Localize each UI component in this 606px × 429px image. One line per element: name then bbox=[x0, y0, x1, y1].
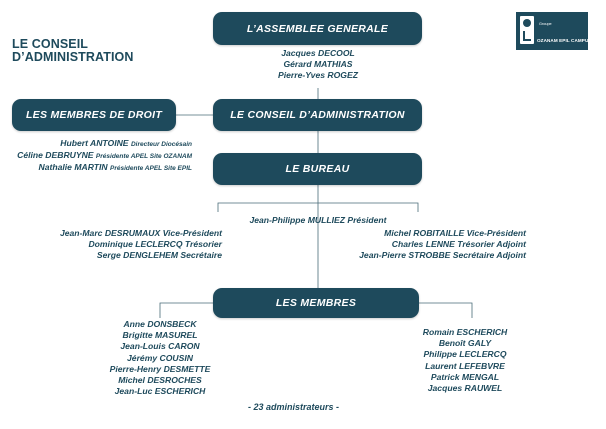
membres-de-droit-box bbox=[12, 99, 176, 131]
logo-name: OZANAM EPIL CAMPUS bbox=[537, 38, 592, 43]
membre-droit-row bbox=[10, 138, 192, 150]
membre-name: Romain ESCHERICH bbox=[422, 327, 508, 337]
assemblee-generale-box bbox=[213, 12, 422, 45]
administrators-total: - 23 administrateurs - bbox=[248, 402, 340, 412]
bureau-box bbox=[213, 153, 422, 185]
membre-name: Anne DONSBECK bbox=[123, 319, 197, 329]
membre-name: Benoît GALY bbox=[438, 338, 492, 349]
page-title bbox=[12, 38, 134, 64]
assemblee-member: Jacques DECOOL bbox=[281, 48, 355, 58]
membres-left-list bbox=[90, 319, 230, 397]
membre-name: Philippe LECLERCQ bbox=[423, 349, 507, 360]
membre-droit-role: Présidente APEL Site EPIL bbox=[110, 165, 192, 173]
membre-droit-role: Présidente APEL Site OZANAM bbox=[95, 153, 192, 161]
membre-name: Patrick MENGAL bbox=[430, 371, 500, 382]
conseil-administration-box bbox=[213, 99, 422, 131]
bureau-member: Dominique LECLERCQ Trésorier bbox=[88, 239, 222, 250]
bureau-left-list bbox=[40, 228, 222, 262]
assemblee-generale-label: L’ASSEMBLEE GENERALE bbox=[246, 22, 389, 35]
membre-name: Laurent LEFEBVRE bbox=[425, 360, 505, 371]
assemblee-member: Pierre-Yves ROGEZ bbox=[278, 70, 358, 81]
bureau-member: Charles LENNE Trésorier Adjoint bbox=[391, 239, 526, 250]
assemblee-members bbox=[218, 48, 418, 82]
membre-droit-name: Nathalie MARTIN bbox=[38, 162, 108, 173]
membre-droit-row bbox=[10, 162, 192, 174]
membre-name: Pierre-Henry DESMETTE bbox=[109, 363, 211, 374]
bracket-membres-left bbox=[160, 303, 213, 318]
logo-mark-icon bbox=[520, 16, 534, 44]
logo-small-text: Groupe bbox=[539, 22, 552, 26]
membre-name: Jean-Luc ESCHERICH bbox=[114, 386, 206, 397]
membres-de-droit-label: LES MEMBRES DE DROIT bbox=[25, 109, 163, 121]
membre-droit-row bbox=[10, 150, 192, 162]
membre-name: Brigitte MASUREL bbox=[122, 330, 198, 341]
bureau-label: LE BUREAU bbox=[285, 163, 350, 175]
page-title-line1: LE CONSEIL bbox=[12, 37, 89, 51]
membre-droit-name: Céline DEBRUYNE bbox=[17, 150, 94, 161]
membres-right-list bbox=[400, 327, 530, 394]
membre-name: Jean-Louis CARON bbox=[120, 341, 200, 352]
bureau-right-list bbox=[330, 228, 526, 262]
membre-name: Jérémy COUSIN bbox=[127, 352, 193, 363]
bureau-member: Jean-Pierre STROBBE Secrétaire Adjoint bbox=[359, 250, 526, 261]
membre-name: Jacques RAUWEL bbox=[427, 383, 503, 394]
membres-box bbox=[213, 288, 419, 318]
bureau-member: Michel ROBITAILLE Vice-Président bbox=[384, 228, 526, 238]
membre-name: Michel DESROCHES bbox=[118, 375, 202, 386]
group-logo bbox=[516, 12, 592, 50]
bureau-member: Jean-Marc DESRUMAUX Vice-Président bbox=[59, 228, 222, 238]
conseil-administration-label: LE CONSEIL D’ADMINISTRATION bbox=[230, 109, 405, 121]
membres-label: LES MEMBRES bbox=[275, 297, 357, 309]
bureau-president: Jean-Philippe MULLIEZ Président bbox=[249, 215, 387, 225]
assemblee-member: Gérard MATHIAS bbox=[283, 59, 353, 70]
bracket-membres-right bbox=[419, 303, 472, 318]
membre-droit-name: Hubert ANTOINE bbox=[60, 138, 129, 148]
membres-de-droit-list bbox=[10, 138, 192, 175]
membre-droit-role: Directeur Diocésain bbox=[130, 141, 192, 148]
page-title-line2: D’ADMINISTRATION bbox=[12, 50, 134, 64]
bureau-member: Serge DENGLEHEM Secrétaire bbox=[96, 250, 222, 261]
